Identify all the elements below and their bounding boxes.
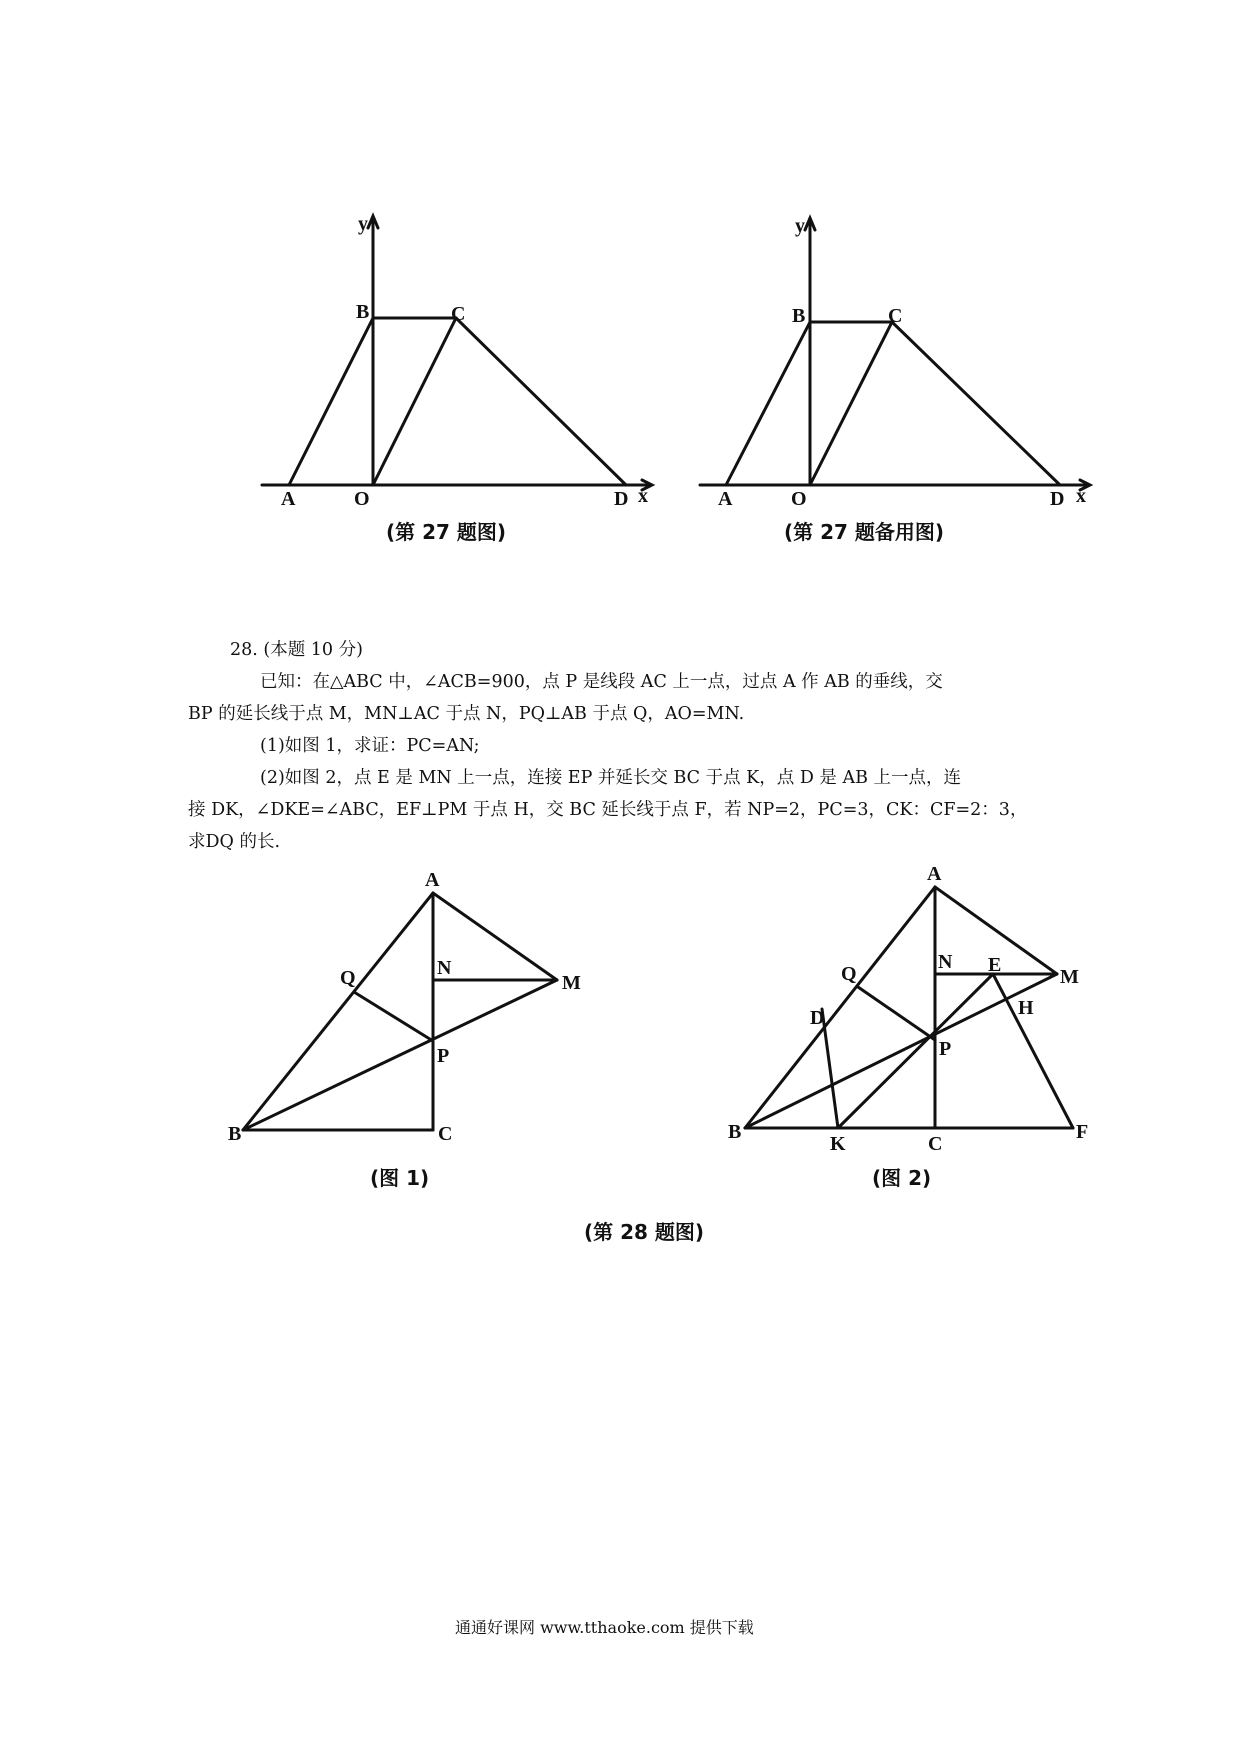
label-B: B — [792, 305, 806, 327]
label-K: K — [830, 1133, 846, 1155]
problem-28-line-1: 已知：在△ABC 中，∠ACB=900，点 P 是线段 AC 上一点，过点 A 作 AB 的垂线，交 — [260, 672, 943, 692]
segment-BM — [745, 974, 1057, 1128]
label-C: C — [451, 303, 466, 325]
label-D: D — [614, 488, 629, 510]
label-M: M — [1060, 966, 1079, 988]
caption-fig27: (第 27 题图) — [386, 520, 507, 544]
caption-fig28: (第 28 题图) — [584, 1220, 705, 1244]
problem-28-line-4: (2)如图 2，点 E 是 MN 上一点，连接 EP 并延长交 BC 于点 K，点 D 是 AB 上一点，连 — [260, 768, 962, 788]
label-O: O — [354, 488, 370, 510]
footer: 通通好课网 www.tthaoke.com 提供下载 — [455, 1618, 754, 1637]
label-P: P — [437, 1045, 450, 1067]
label-y: y — [795, 215, 805, 237]
problem-28-line-3: (1)如图 1，求证：PC=AN; — [260, 736, 480, 756]
label-D: D — [1050, 488, 1065, 510]
label-C: C — [928, 1133, 943, 1155]
label-H: H — [1018, 997, 1034, 1019]
label-N: N — [437, 957, 452, 979]
problem-28-line-5: 接 DK，∠DKE=∠ABC，EF⊥PM 于点 H，交 BC 延长线于点 F，若 NP=2，PC=3，CK：CF=2：3， — [188, 800, 1028, 820]
problem-28-heading: 28. (本题 10 分) — [230, 640, 363, 660]
problem-28-line-6: 求DQ 的长. — [188, 832, 281, 852]
label-D: D — [810, 1007, 825, 1029]
segment-AB — [745, 887, 935, 1128]
label-C: C — [888, 305, 903, 327]
label-A: A — [927, 863, 942, 885]
label-Q: Q — [340, 967, 356, 989]
label-N: N — [938, 951, 953, 973]
label-M: M — [562, 972, 581, 994]
label-B: B — [228, 1123, 242, 1145]
label-A: A — [425, 869, 440, 891]
label-A: A — [281, 488, 296, 510]
label-Q: Q — [841, 963, 857, 985]
label-O: O — [791, 488, 807, 510]
segment-QP — [858, 987, 935, 1040]
label-x: x — [1076, 485, 1086, 507]
problem-28-line-2: BP 的延长线于点 M，MN⊥AC 于点 N，PQ⊥AB 于点 Q，AO=MN. — [188, 704, 745, 724]
label-B: B — [356, 301, 370, 323]
caption-fig28-2: (图 2) — [872, 1166, 932, 1190]
label-E: E — [988, 954, 1002, 976]
label-F: F — [1076, 1121, 1089, 1143]
label-A: A — [718, 488, 733, 510]
label-y: y — [358, 213, 368, 235]
caption-fig27-backup: (第 27 题备用图) — [784, 520, 945, 544]
caption-fig28-1: (图 1) — [370, 1166, 430, 1190]
label-P: P — [939, 1038, 952, 1060]
label-C: C — [438, 1123, 453, 1145]
label-x: x — [638, 485, 648, 507]
segment-EK — [838, 974, 993, 1128]
label-B: B — [728, 1121, 742, 1143]
